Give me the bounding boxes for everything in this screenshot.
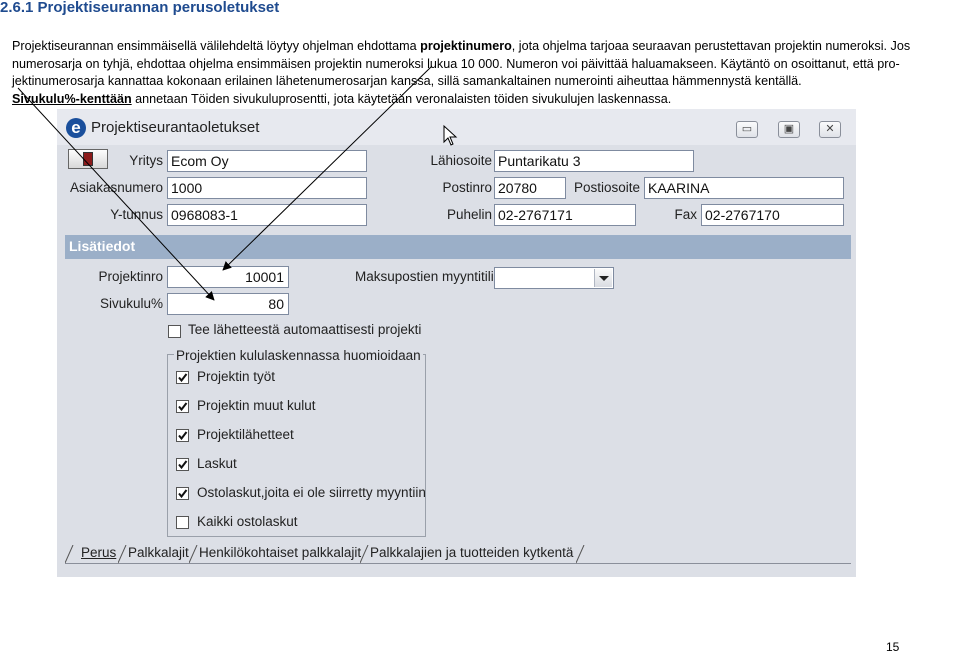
sivukulu-field[interactable]: 80 [167, 293, 289, 315]
document-section-title: 2.6.1 Projektiseurannan perusoletukset [0, 0, 280, 16]
app-logo-icon: e [66, 118, 86, 138]
lahiosoite-field[interactable]: Puntarikatu 3 [494, 150, 694, 172]
arrow-to-sivukulu [18, 88, 214, 300]
minimize-icon: ▭ [741, 123, 753, 135]
option-label-0: Projektin työt [197, 369, 276, 384]
yritys-label: Yritys [129, 153, 163, 168]
page-number: 15 [886, 640, 900, 654]
postinro-field[interactable]: 20780 [494, 177, 566, 199]
lisatiedot-section-header: Lisätiedot [65, 235, 851, 259]
maximize-icon: ▣ [783, 123, 795, 135]
mouse-cursor-icon [444, 126, 456, 145]
sivukulu-label: Sivukulu% [99, 296, 163, 311]
postinro-label: Postinro [442, 180, 492, 195]
sivukulu-term: Sivukulu%-kenttään [12, 91, 132, 106]
asiakasnumero-field[interactable]: 1000 [167, 177, 367, 199]
cost-calculation-group-title: Projektien kululaskennassa huomioidaan [176, 348, 421, 363]
tab-perus[interactable]: Perus [81, 545, 117, 560]
option-label-2: Projektilähetteet [197, 427, 294, 442]
projektinro-label: Projektinro [98, 269, 163, 284]
ytunnus-label: Y-tunnus [110, 207, 163, 222]
para-line-3: jektinumerosarja kannattaa kokonaan erilainen lähetenumerosarjan kanssa, sillä samankaltainen numerointi aiheuttaa hämmennystä kentällä. [12, 74, 802, 89]
option-label-5: Kaikki ostolaskut [197, 514, 298, 529]
option-label-4: Ostolaskut,joita ei ole siirretty myyntiin [197, 485, 426, 500]
option-label-3: Laskut [197, 456, 237, 471]
projektinro-field[interactable]: 10001 [167, 266, 289, 288]
ytunnus-field[interactable]: 0968083-1 [167, 204, 367, 226]
fax-field[interactable]: 02-2767170 [701, 204, 844, 226]
puhelin-field[interactable]: 02-2767171 [494, 204, 636, 226]
para-line-4: Sivukulu%-kenttään annetaan Töiden sivukuluprosentti, jota käytetään veronalaisten töiden sivukulujen laskennassa. [12, 91, 672, 106]
tab-henkilokohtaiset[interactable]: Henkilökohtaiset palkkalajit [199, 545, 362, 560]
asiakasnumero-label: Asiakasnumero [69, 180, 163, 195]
tab-palkkalajit[interactable]: Palkkalajit [128, 545, 189, 560]
yritys-field[interactable]: Ecom Oy [167, 150, 367, 172]
window-title: Projektiseurantaoletukset [91, 119, 260, 136]
fax-label: Fax [674, 207, 697, 222]
maksupostien-label: Maksupostien myyntitili [355, 269, 494, 284]
postiosoite-label: Postiosoite [573, 180, 640, 195]
postiosoite-field[interactable]: KAARINA [644, 177, 844, 199]
puhelin-label: Puhelin [446, 207, 492, 222]
para-line-2: numerosarja on tyhjä, ehdottaa ohjelma ensimmäisen projektin numeroksi lukua 10 000. Numeron voi päivittää haluamakseen. Käytäntö on osoittanut, että pro- [12, 56, 900, 71]
option-label-1: Projektin muut kulut [197, 398, 316, 413]
lahiosoite-label: Lähiosoite [430, 153, 492, 168]
tab-kytkenta[interactable]: Palkkalajien ja tuotteiden kytkentä [370, 545, 574, 560]
auto-project-label: Tee lähetteestä automaattisesti projekti [188, 322, 422, 337]
para-line-1: Projektiseurannan ensimmäisellä välilehdeltä löytyy ohjelman ehdottama projektinumero, jota ohjelma tarjoaa seuraavan perustettavan projektin numeroksi. Jos [12, 39, 911, 53]
projektinumero-term: projektinumero [420, 39, 512, 53]
close-icon: ✕ [825, 123, 835, 135]
arrow-to-projektinro [223, 66, 432, 270]
